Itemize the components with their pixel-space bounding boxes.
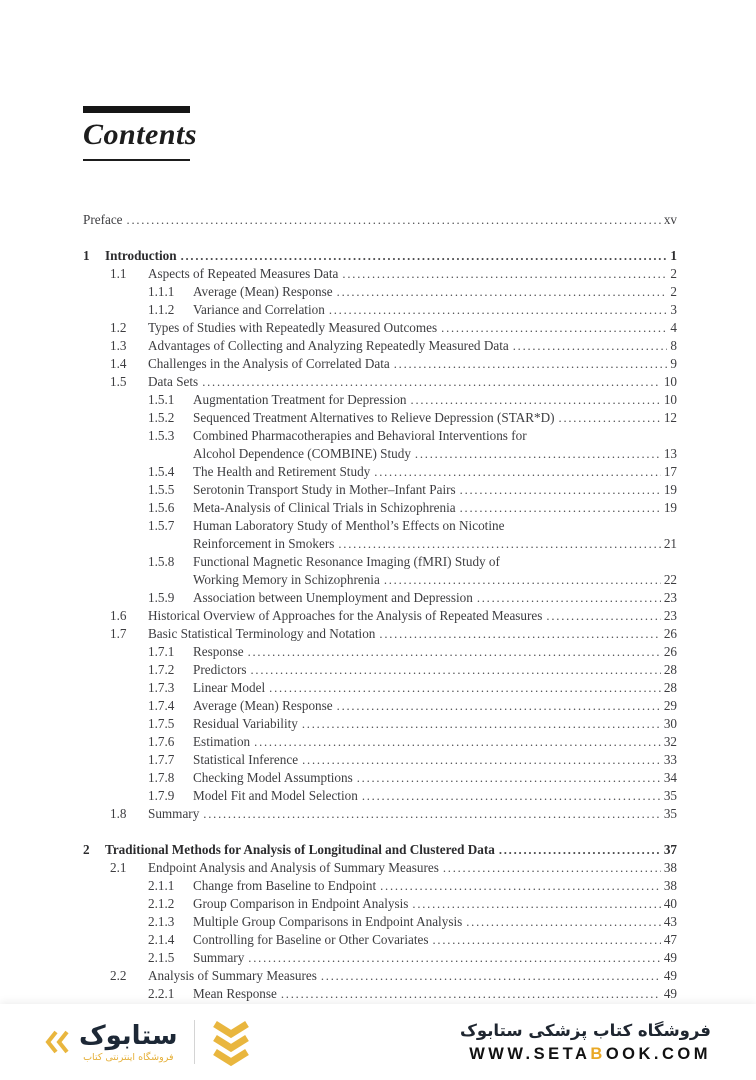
dot-leader — [412, 895, 660, 913]
toc-entry-number: 1.8 — [110, 806, 127, 821]
toc-entry-title: Model Fit and Model Selection — [193, 788, 358, 803]
toc-entry-line — [83, 895, 677, 913]
toc-entry-page: 43 — [663, 914, 677, 929]
toc-entry-line — [83, 787, 677, 805]
page-title: Contents — [83, 117, 190, 161]
toc-entry-number: 1.5.5 — [148, 482, 175, 497]
toc-entry-line — [83, 499, 677, 517]
toc-preface — [83, 211, 677, 229]
toc-entry-line — [83, 859, 677, 877]
toc-entry-line — [83, 571, 677, 589]
preface-label: Preface — [83, 212, 123, 227]
dot-leader — [337, 697, 661, 715]
toc-entry-title: Challenges in the Analysis of Correlated Data — [148, 356, 390, 371]
toc-entry-number: 1.7.6 — [148, 734, 175, 749]
toc-entry-title: Human Laboratory Study of Menthol’s Effects on Nicotine — [193, 518, 505, 533]
toc-entry-page: 26 — [663, 626, 677, 641]
url-pre: WWW.SETA — [469, 1045, 591, 1063]
stacked-chevrons-icon — [211, 1017, 251, 1067]
toc-entry-title: Functional Magnetic Resonance Imaging (fMRI) Study of — [193, 554, 500, 569]
footer-banner — [0, 1004, 756, 1080]
toc-entry-title: Summary — [148, 806, 200, 821]
dot-leader — [357, 769, 661, 787]
toc-entry-title: Statistical Inference — [193, 752, 299, 767]
toc-entry-page: 2 — [670, 284, 677, 299]
toc-entry-number: 1.5.8 — [148, 554, 175, 569]
dot-leader — [362, 787, 661, 805]
dot-leader — [443, 859, 661, 877]
toc-entry-page: 35 — [663, 806, 677, 821]
toc-entry-page: 49 — [663, 968, 677, 983]
toc-entry-page: 23 — [663, 608, 677, 623]
toc-entry-line — [83, 985, 677, 1003]
dot-leader — [415, 445, 661, 463]
logo-tagline: فروشگاه اینترنتی کتاب — [83, 1051, 174, 1063]
dot-leader — [441, 319, 667, 337]
toc-entry-number: 1.7.9 — [148, 788, 175, 803]
toc-entry-page: 38 — [663, 878, 677, 893]
toc-entry-line — [83, 751, 677, 769]
dot-leader — [281, 985, 661, 1003]
toc-entry-title: Combined Pharmacotherapies and Behavioral Interventions for — [193, 428, 527, 443]
toc-entry-title: Residual Variability — [193, 716, 298, 731]
toc-entry-title: Average (Mean) Response — [193, 698, 333, 713]
toc-entry-line — [83, 427, 677, 445]
toc-entry-title: Serotonin Transport Study in Mother–Infant Pairs — [193, 482, 456, 497]
toc-entry-line — [83, 931, 677, 949]
toc-entry-title-cont: Alcohol Dependence (COMBINE) Study — [193, 446, 411, 461]
toc-entry-line — [83, 355, 677, 373]
dot-leader — [302, 751, 661, 769]
dot-leader — [254, 733, 661, 751]
toc-entry-line — [83, 643, 677, 661]
toc-entry-page: 19 — [663, 482, 677, 497]
header-rule-thick — [83, 106, 190, 113]
toc-entry-line — [83, 913, 677, 931]
dot-leader — [127, 211, 661, 229]
dot-leader — [374, 463, 661, 481]
toc-entry-number: 1.7.5 — [148, 716, 175, 731]
double-chevron-left-icon — [45, 1028, 71, 1056]
toc-entry-number: 1.5.3 — [148, 428, 175, 443]
toc-entry-title: Endpoint Analysis and Analysis of Summary Measures — [148, 860, 439, 875]
dot-leader — [302, 715, 661, 733]
dot-leader — [337, 283, 668, 301]
toc-entry-line — [83, 661, 677, 679]
toc-entry-line — [83, 301, 677, 319]
toc-entry-page: 49 — [663, 950, 677, 965]
toc-entry-number: 2.1.1 — [148, 878, 175, 893]
dot-leader — [460, 481, 661, 499]
setabook-logo — [45, 1022, 178, 1063]
toc-entry-page: 17 — [663, 464, 677, 479]
toc-entry-title: Aspects of Repeated Measures Data — [148, 266, 339, 281]
toc-entry-page: 34 — [663, 770, 677, 785]
dot-leader — [477, 589, 661, 607]
toc-entry-title: Response — [193, 644, 244, 659]
toc-entry-number: 1.7.3 — [148, 680, 175, 695]
dot-leader — [269, 679, 661, 697]
toc-entry-number: 1 — [83, 248, 90, 263]
dot-leader — [202, 373, 661, 391]
toc-entry-page: 19 — [663, 500, 677, 515]
dot-leader — [379, 625, 660, 643]
toc-entry-page: 26 — [663, 644, 677, 659]
toc-entry-page: 30 — [663, 716, 677, 731]
toc-entry-line — [83, 337, 677, 355]
toc-entry-page: 13 — [663, 446, 677, 461]
toc-entry-line — [83, 319, 677, 337]
toc-entry-number: 2 — [83, 842, 90, 857]
toc-entry-line — [83, 265, 677, 283]
toc-entry-number: 1.5.9 — [148, 590, 175, 605]
toc-entry-number: 1.5 — [110, 374, 127, 389]
toc-entry-number: 2.1.3 — [148, 914, 175, 929]
toc-entry-page: 23 — [663, 590, 677, 605]
logo-brand-text: ستابوک — [79, 1020, 178, 1051]
toc-entry-line — [83, 715, 677, 733]
dot-leader — [466, 913, 661, 931]
toc-entry-page: 3 — [670, 302, 677, 317]
toc-entry-title: Average (Mean) Response — [193, 284, 333, 299]
toc-entry-number: 2.2 — [110, 968, 127, 983]
toc-entry-line — [83, 391, 677, 409]
toc-entry-page: 49 — [663, 986, 677, 1001]
toc-entry-title-cont: Reinforcement in Smokers — [193, 536, 335, 551]
toc-entry-number: 1.1.2 — [148, 302, 175, 317]
toc-entry-line — [83, 967, 677, 985]
toc-entry-page: 4 — [670, 320, 677, 335]
dot-leader — [380, 877, 661, 895]
toc-entry-number: 1.6 — [110, 608, 127, 623]
toc-entry-line — [83, 373, 677, 391]
toc-entry-number: 1.5.1 — [148, 392, 175, 407]
toc-entry-number: 1.7 — [110, 626, 127, 641]
toc-entry-title: Association between Unemployment and Depression — [193, 590, 473, 605]
toc-entry-line — [83, 625, 677, 643]
toc-entry-page: 8 — [670, 338, 677, 353]
url-accent: B — [590, 1045, 606, 1063]
toc-entry-number: 2.1.2 — [148, 896, 175, 911]
toc-entry-title: Basic Statistical Terminology and Notation — [148, 626, 376, 641]
toc-entry-title: Augmentation Treatment for Depression — [193, 392, 407, 407]
toc-entry-number: 1.2 — [110, 320, 127, 335]
toc-entry-title: Historical Overview of Approaches for the Analysis of Repeated Measures — [148, 608, 543, 623]
toc-entry-line — [83, 283, 677, 301]
toc-entry-title: Linear Model — [193, 680, 266, 695]
toc-entry-line — [83, 517, 677, 535]
toc-entry-line — [83, 463, 677, 481]
toc-entry-title: The Health and Retirement Study — [193, 464, 371, 479]
toc-entry-line — [83, 589, 677, 607]
toc-entry-page: 22 — [663, 572, 677, 587]
toc-entry-line — [83, 805, 677, 823]
toc-entry-number: 1.5.7 — [148, 518, 175, 533]
preface-page-number: xv — [663, 212, 677, 227]
toc-entry-number: 2.1.5 — [148, 950, 175, 965]
toc-entry-line — [83, 877, 677, 895]
toc-entry-page: 35 — [663, 788, 677, 803]
toc-entry-number: 2.1 — [110, 860, 127, 875]
toc-entry-title: Controlling for Baseline or Other Covariates — [193, 932, 429, 947]
toc-entry-title: Estimation — [193, 734, 251, 749]
toc-entry-title: Mean Response — [193, 986, 277, 1001]
toc-entry-page: 10 — [663, 392, 677, 407]
toc-entry-line — [83, 733, 677, 751]
website-url — [460, 1045, 711, 1064]
toc-entry-number: 1.1.1 — [148, 284, 175, 299]
toc-entry-number: 1.7.1 — [148, 644, 175, 659]
dot-leader — [433, 931, 661, 949]
dot-leader — [181, 247, 668, 265]
toc-entry-line — [83, 553, 677, 571]
dot-leader — [248, 643, 661, 661]
toc-entry-number: 1.5.4 — [148, 464, 175, 479]
store-name: فروشگاه کتاب پزشکی ستابوک — [460, 1021, 711, 1040]
dot-leader — [546, 607, 660, 625]
toc-entry-title: Sequenced Treatment Alternatives to Relieve Depression (STAR*D) — [193, 410, 555, 425]
table-of-contents — [83, 211, 677, 1003]
dot-leader — [248, 949, 661, 967]
toc-entry-number: 1.1 — [110, 266, 127, 281]
toc-entry-page: 37 — [663, 842, 677, 857]
toc-entry-page: 32 — [663, 734, 677, 749]
toc-entry-title: Meta-Analysis of Clinical Trials in Schizophrenia — [193, 500, 456, 515]
toc-entry-title: Multiple Group Comparisons in Endpoint Analysis — [193, 914, 463, 929]
toc-entry-page: 2 — [670, 266, 677, 281]
toc-entry-title: Group Comparison in Endpoint Analysis — [193, 896, 409, 911]
toc-entry-page: 9 — [670, 356, 677, 371]
dot-leader — [384, 571, 661, 589]
toc-entry-line — [83, 247, 677, 265]
dot-leader — [203, 805, 661, 823]
toc-entry-page: 38 — [663, 860, 677, 875]
toc-entry-title: Data Sets — [148, 374, 199, 389]
toc-entry-page: 40 — [663, 896, 677, 911]
toc-entry-page: 10 — [663, 374, 677, 389]
toc-entry-line — [83, 841, 677, 859]
dot-leader — [499, 841, 661, 859]
toc-entry-number: 1.5.2 — [148, 410, 175, 425]
dot-leader — [321, 967, 661, 985]
toc-entry-page: 28 — [663, 662, 677, 677]
toc-entry-title: Introduction — [105, 248, 177, 263]
toc-entry-line — [83, 409, 677, 427]
toc-entry-page: 28 — [663, 680, 677, 695]
toc-entry-page: 47 — [663, 932, 677, 947]
toc-entry-line — [83, 535, 677, 553]
toc-entry-line — [83, 607, 677, 625]
toc-entry-title: Summary — [193, 950, 245, 965]
dot-leader — [460, 499, 661, 517]
toc-entry-title: Variance and Correlation — [193, 302, 325, 317]
toc-entry-page: 29 — [663, 698, 677, 713]
toc-entry-page: 33 — [663, 752, 677, 767]
dot-leader — [338, 535, 660, 553]
footer-store-info — [460, 1020, 711, 1064]
dot-leader — [329, 301, 668, 319]
dot-leader — [394, 355, 668, 373]
toc-entry-number: 1.5.6 — [148, 500, 175, 515]
toc-entry-title: Change from Baseline to Endpoint — [193, 878, 377, 893]
toc-entry-title: Checking Model Assumptions — [193, 770, 353, 785]
toc-entry-number: 1.7.8 — [148, 770, 175, 785]
toc-list — [83, 247, 677, 1003]
toc-entry-page: 12 — [663, 410, 677, 425]
toc-entry-title: Traditional Methods for Analysis of Longitudinal and Clustered Data — [105, 842, 495, 857]
toc-entry-number: 2.1.4 — [148, 932, 175, 947]
url-post: OOK.COM — [605, 1045, 711, 1063]
toc-entry-number: 2.2.1 — [148, 986, 175, 1001]
dot-leader — [342, 265, 667, 283]
footer-divider — [194, 1020, 195, 1064]
toc-entry-line — [83, 697, 677, 715]
toc-entry-line — [83, 769, 677, 787]
toc-entry-number: 1.7.7 — [148, 752, 175, 767]
toc-entry-line — [83, 445, 677, 463]
toc-entry-number: 1.7.4 — [148, 698, 175, 713]
toc-entry-page: 1 — [670, 248, 677, 263]
toc-entry-title: Types of Studies with Repeatedly Measured Outcomes — [148, 320, 438, 335]
toc-entry-line — [83, 679, 677, 697]
toc-entry-number: 1.3 — [110, 338, 127, 353]
toc-entry-page: 21 — [663, 536, 677, 551]
dot-leader — [250, 661, 660, 679]
dot-leader — [513, 337, 668, 355]
toc-entry-number: 1.4 — [110, 356, 127, 371]
dot-leader — [559, 409, 661, 427]
toc-entry-line — [83, 481, 677, 499]
toc-entry-title-cont: Working Memory in Schizophrenia — [193, 572, 380, 587]
toc-entry-number: 1.7.2 — [148, 662, 175, 677]
toc-entry-line — [83, 949, 677, 967]
toc-entry-title: Analysis of Summary Measures — [148, 968, 317, 983]
logo-text-block — [79, 1022, 178, 1063]
dot-leader — [411, 391, 661, 409]
contents-header — [83, 106, 198, 161]
toc-entry-title: Predictors — [193, 662, 247, 677]
toc-entry-title: Advantages of Collecting and Analyzing Repeatedly Measured Data — [148, 338, 509, 353]
